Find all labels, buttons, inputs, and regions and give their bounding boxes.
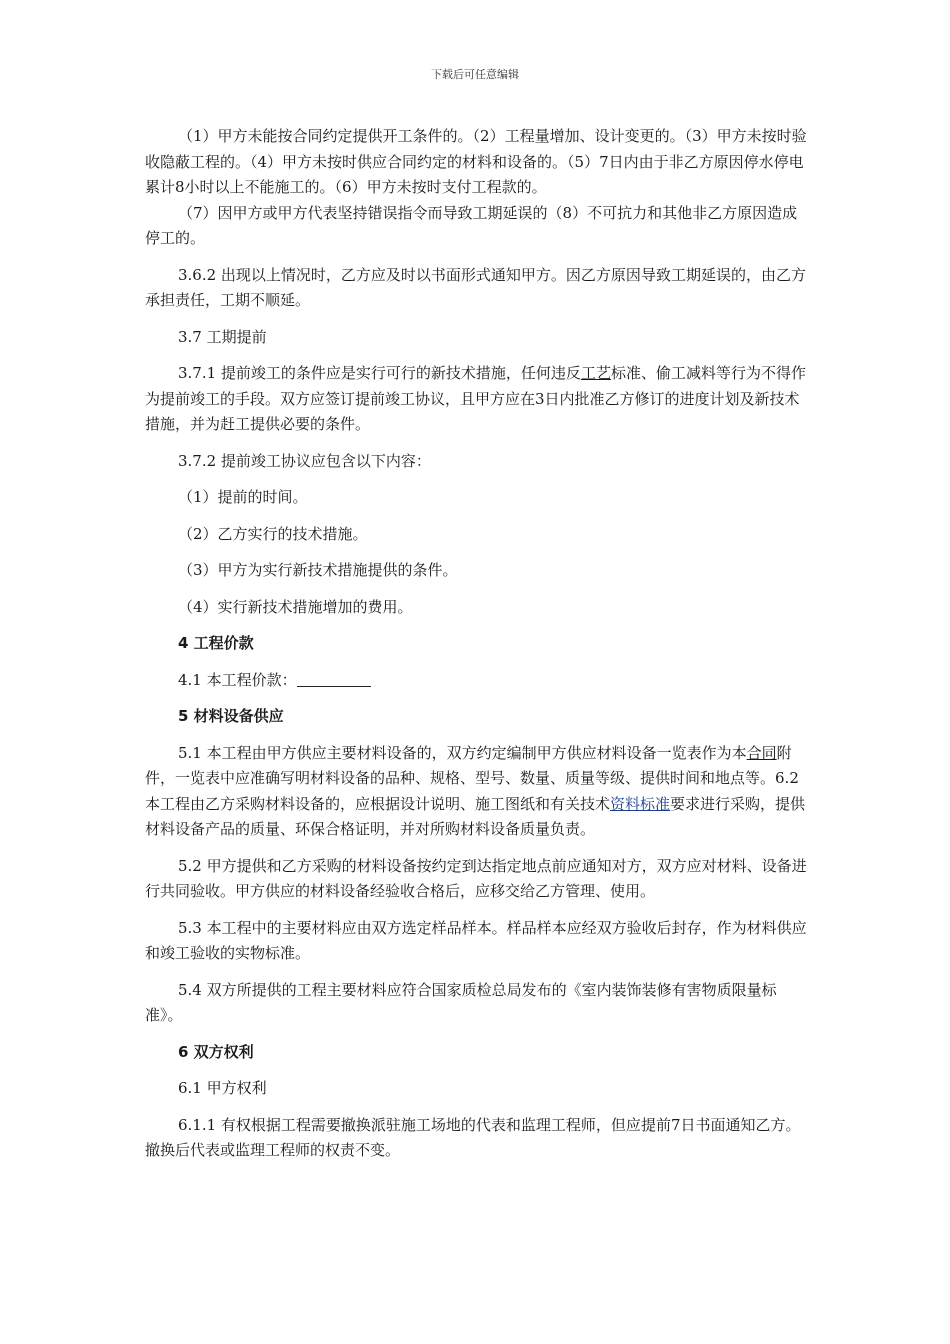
link-gongyi[interactable]: 工艺 <box>580 364 611 382</box>
page-header: 下载后可任意编辑 <box>431 68 519 81</box>
text-segment: 5.1 本工程由甲方供应主要材料设备的，双方约定编制甲方供应材料设备一览表作为本 <box>178 743 747 762</box>
paragraph-delay-causes-2: （7）因甲方或甲方代表坚持错误指令而导致工期延误的（8）不可抗力和其他非乙方原因造成停工的。 <box>145 203 798 247</box>
paragraph-3-7-2: 3.7.2 提前竣工协议应包含以下内容： <box>178 451 431 470</box>
document-body <box>145 124 810 1175</box>
paragraph-5-2: 5.2 甲方提供和乙方采购的材料设备按约定到达指定地点前应通知对方，双方应对材料、设备进行共同验收。甲方供应的材料设备经验收合格后，应移交给乙方管理、使用。 <box>145 856 807 900</box>
paragraph-6-1-1: 6.1.1 有权根据工程需要撤换派驻施工场地的代表和监理工程师，但应提前7日书面通知乙方。撤换后代表或监理工程师的权责不变。 <box>145 1115 801 1159</box>
text-segment: 标准、偷工减料等行为不得作为提前竣工的手段。双方应签订提前竣工协议，且甲方应在3日内批准乙方修订的进度计划及新技术措施，并为赶工提供必要的条件。 <box>145 364 806 433</box>
text-segment: 附件，一览表中应准确写明材料设备的品种、规格、型号、数量、质量等级、提供时间和地点等。6.2 本工程由乙方采购材料设备的，应根据设计说明、施工图纸和有关技术 <box>145 743 799 813</box>
list-item-4: （4）实行新技术措施增加的费用。 <box>178 597 413 616</box>
list-item-1: （1）提前的时间。 <box>178 488 308 506</box>
paragraph-5-1 <box>145 741 810 843</box>
text-segment: 4.1 本工程价款： <box>178 670 297 689</box>
heading-4: 4 工程价款 <box>178 634 254 652</box>
text-segment: 要求进行采购，提供材料设备产品的质量、环保合格证明，并对所购材料设备质量负责。 <box>145 794 806 838</box>
paragraph-5-4: 5.4 双方所提供的工程主要材料应符合国家质检总局发布的《室内装饰装修有害物质限量标准》。 <box>145 980 777 1024</box>
heading-6: 6 双方权利 <box>178 1042 254 1061</box>
heading-5: 5 材料设备供应 <box>178 707 284 725</box>
paragraph-4-1 <box>145 668 810 694</box>
link-ziliao-biaozhun[interactable]: 资料标准 <box>610 794 671 813</box>
price-blank-line <box>297 671 371 687</box>
list-item-3: （3）甲方为实行新技术措施提供的条件。 <box>178 561 458 579</box>
paragraph-3-7-1 <box>145 361 810 438</box>
paragraph-3-6-2: 3.6.2 出现以上情况时，乙方应及时以书面形式通知甲方。因乙方原因导致工期延误的，由乙方承担责任，工期不顺延。 <box>145 265 806 309</box>
heading-3-7: 3.7 工期提前 <box>178 327 267 346</box>
paragraph-delay-causes-1: （1）甲方未能按合同约定提供开工条件的。（2）工程量增加、设计变更的。（3）甲方未按时验收隐蔽工程的。（4）甲方未按时供应合同约定的材料和设备的。（5）7日内由于非乙方原因停水停电累计8小时以上不能施工的。（6）甲方未按时支付工程款的。 <box>145 127 807 196</box>
text-segment: 3.7.1 提前竣工的条件应是实行可行的新技术措施，任何违反 <box>178 364 581 382</box>
link-hetong[interactable]: 合同 <box>746 743 777 762</box>
paragraph-6-1: 6.1 甲方权利 <box>178 1079 267 1097</box>
paragraph-5-3: 5.3 本工程中的主要材料应由双方选定样品样本。样品样本应经双方验收后封存，作为材料供应和竣工验收的实物标准。 <box>145 918 807 962</box>
list-item-2: （2）乙方实行的技术措施。 <box>178 524 368 543</box>
